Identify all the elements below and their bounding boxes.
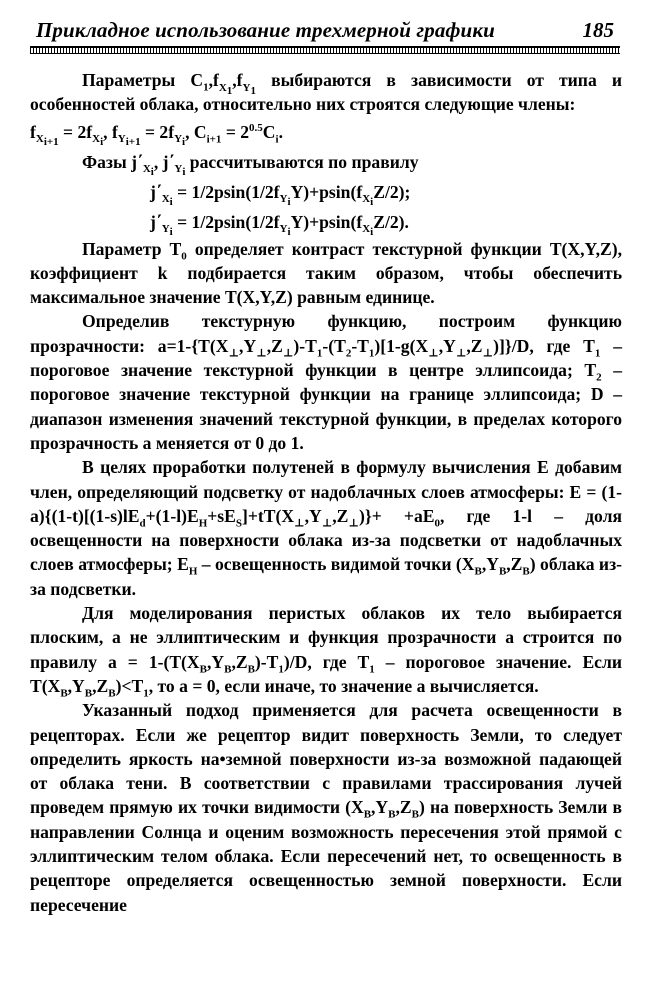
page-body [30,68,622,917]
paragraph: В целях проработки полутеней в формулу вычисления E добавим член, определяющий подсветку от надоблачных слоев атмосферы: $E = (1-a)\{(1-t)[(1-s)lE_d+(1-l)E_H+sE_S]+tT(X_\perp,Y_\perp,Z_\perp)\}+ +aE_0$, где 1-l – доля освещенности на поверхности облака из-за подсветки от надоблачных слоев атмосферы; $E_H$ – освещенность видимой точки $(X_B,Y_B,Z_B)$ облака из-за подсветки. [30,457,622,599]
formula: $j΄_{X_i} = 1/2psin(1/2f_{Y_i}Y)+psin(f_{X_i}Z/2)$; [150,181,411,209]
paragraph: Параметр $T_0$ определяет контраст текстурной функции T(X,Y,Z), коэффициент k подбирается таким образом, чтобы обеспечить максимальное значение T(X,Y,Z) равным единице. [30,238,622,308]
formula: $f_{X_{i+1}} = 2f_{X_i}$, $f_{Y_{i+1}} = 2f_{Y_i}$, $C_{i+1} = 2^{0.5}C_i$. [30,121,283,149]
paragraph: Определив текстурную функцию, построим функцию прозрачности: $a=1-\{T(X_\perp,Y_\perp,Z_\perp)-T_1-(T_2-T_1)[1-g(X_\perp,Y_\perp,Z_\perp)]\}/D$, где $T_1$ – пороговое значение текстурной функции в центре эллипсоида; $T_2$ – пороговое значение текстурной функции на границе эллипсоида; D – диапазон изменения значений текстурной функции, в пределах которого прозрачность a меняется от 0 до 1. [30,311,622,453]
paragraph: Указанный подход применяется для расчета освещенности в рецепторах. Если же рецептор видит поверхность Земли, то следует определить яркость на•земной поверхности из-за возможной падающей от облака тени. В соответствии с правилами трассирования лучей проведем прямую их точки видимости $(X_B,Y_B,Z_B)$ на поверхность Земли в направлении Солнца и оценим возможность пересечения этой прямой с эллиптическим телом облака. Если пересечений нет, то освещенность в рецепторе определяется освещенностью земной поверхности. Если пересечение [30,700,622,915]
formula: $j΄_{Y_i} = 1/2psin(1/2f_{Y_i}Y)+psin(f_{X_i}Z/2)$. [150,211,409,239]
paragraph: Фазы $j΄_{X_i}$, $j΄_{Y_i}$ рассчитываются по правилу [82,151,419,179]
paragraph: Параметры $C_1,f_{X_1},f_{Y_1}$ выбираются в зависимости от типа и особенностей облака, относительно них строятся следующие члены: [30,70,622,115]
page-number: 185 [582,18,614,42]
running-header-title: Прикладное использование трехмерной графики [36,18,495,42]
header-rule [30,46,620,54]
paragraph: Для моделирования перистых облаков их тело выбирается плоским, а не эллиптическим и функция прозрачности a строится по правилу $a = 1-(T(X_B,Y_B,Z_B)-T_1)/D$, где $T_1$ – пороговое значение. Если $T(X_B,Y_B,Z_B)<T_1$, то a = 0, если иначе, то значение a вычисляется. [30,603,622,700]
running-header [30,12,620,42]
